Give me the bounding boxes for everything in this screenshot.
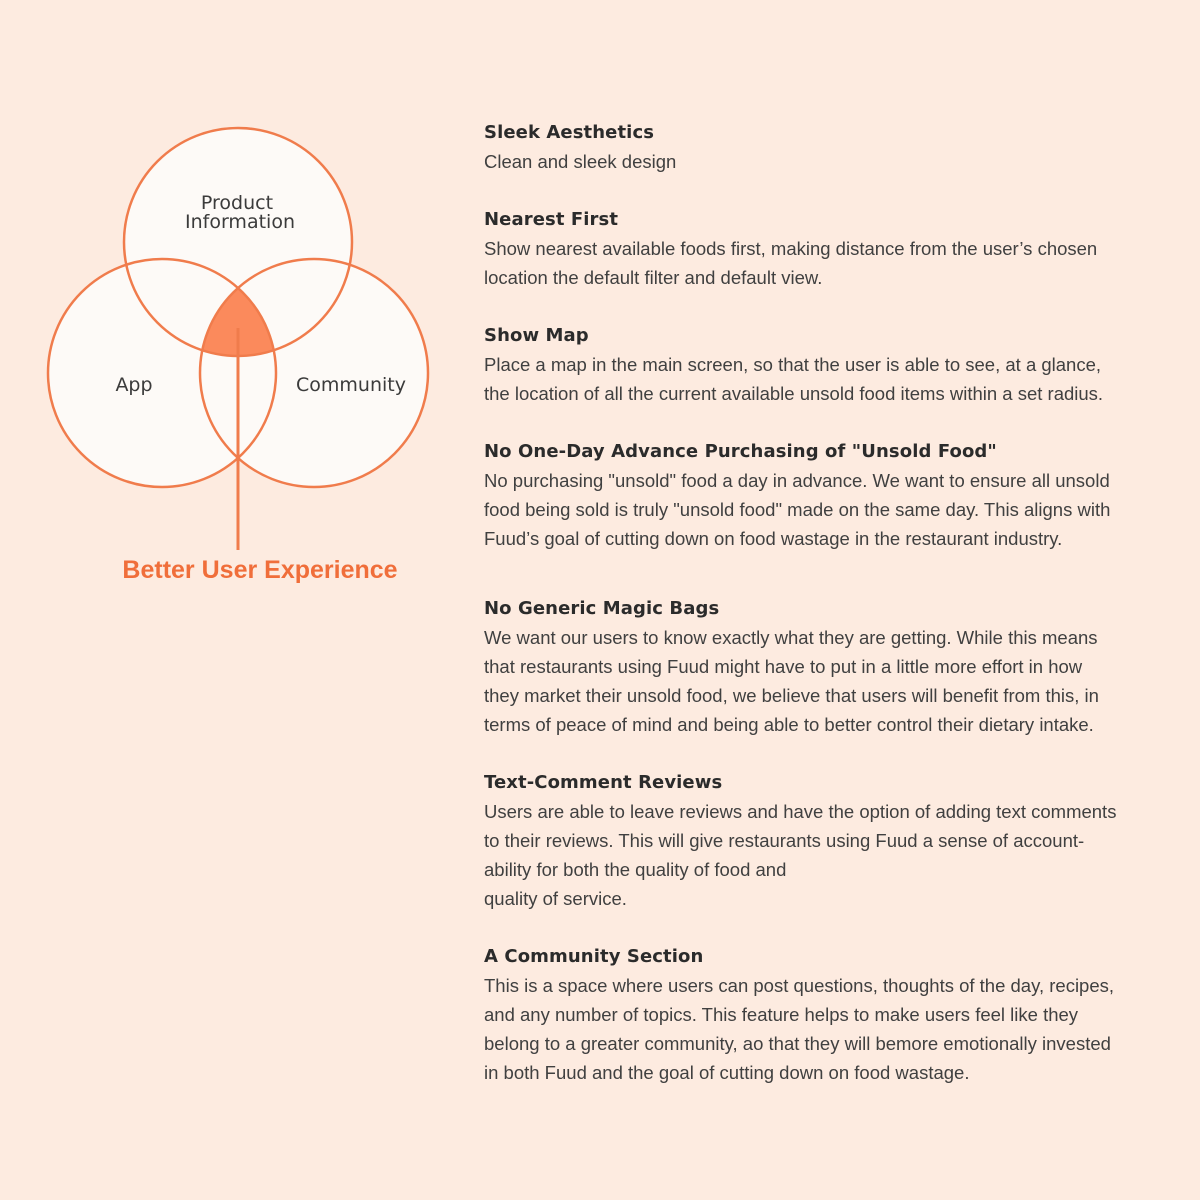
product-label-line-1: Product <box>200 192 274 214</box>
feature-title: Text-Comment Reviews <box>484 772 723 793</box>
feature-body: Place a map in the main screen, so that the user is able to see, at a glance, the location of all the current available unsold food items within a set radius. <box>484 354 1104 404</box>
feature-sleek-aesthetics <box>484 118 1164 176</box>
feature-title: Sleek Aesthetics <box>484 122 655 143</box>
feature-nearest-first <box>484 205 1164 292</box>
product-label-line-2: Information <box>185 211 295 233</box>
venn-diagram <box>0 0 460 620</box>
community-label: Community <box>296 374 406 396</box>
feature-title: Nearest First <box>484 209 619 230</box>
feature-community-section <box>484 942 1164 1087</box>
feature-body: Show nearest available foods first, making distance from the user’s chosen location the default filter and default view. <box>484 238 1098 288</box>
feature-text-comment-reviews <box>484 768 1164 913</box>
app-label: App <box>115 374 153 396</box>
better-user-experience-label: Better User Experience <box>122 556 398 584</box>
feature-body: Clean and sleek design <box>484 151 677 172</box>
feature-title: A Community Section <box>484 946 704 967</box>
feature-title: Show Map <box>484 325 589 346</box>
product-information-label <box>185 192 295 233</box>
feature-no-advance-purchasing <box>484 437 1164 553</box>
feature-no-generic-magic-bags <box>484 594 1164 739</box>
feature-body: Users are able to leave reviews and have the option of adding text comments to their reviews. This will give restaurants using Fuud a sense of account- ability for both the quality of food and quality of service. <box>484 801 1117 909</box>
feature-body: No purchasing "unsold" food a day in advance. We want to ensure all unsold food being sold is truly "unsold food" made on the same day. This aligns with Fuud’s goal of cutting down on food wastage in the restaurant industry. <box>484 470 1111 549</box>
feature-body: This is a space where users can post questions, thoughts of the day, recipes, and any number of topics. This feature helps to make users feel like they belong to a greater community, ao that they will bemore emotionally invested in both Fuud and the goal of cutting down on food wastage. <box>484 975 1115 1083</box>
feature-title: No Generic Magic Bags <box>484 598 720 619</box>
feature-body: We want our users to know exactly what they are getting. While this means that restaurants using Fuud might have to put in a little more effort in how they market their unsold food, we believe that users will benefit from this, in terms of peace of mind and being able to better control their dietary intake. <box>484 627 1099 735</box>
feature-title: No One-Day Advance Purchasing of "Unsold Food" <box>484 441 997 462</box>
feature-show-map <box>484 321 1164 408</box>
